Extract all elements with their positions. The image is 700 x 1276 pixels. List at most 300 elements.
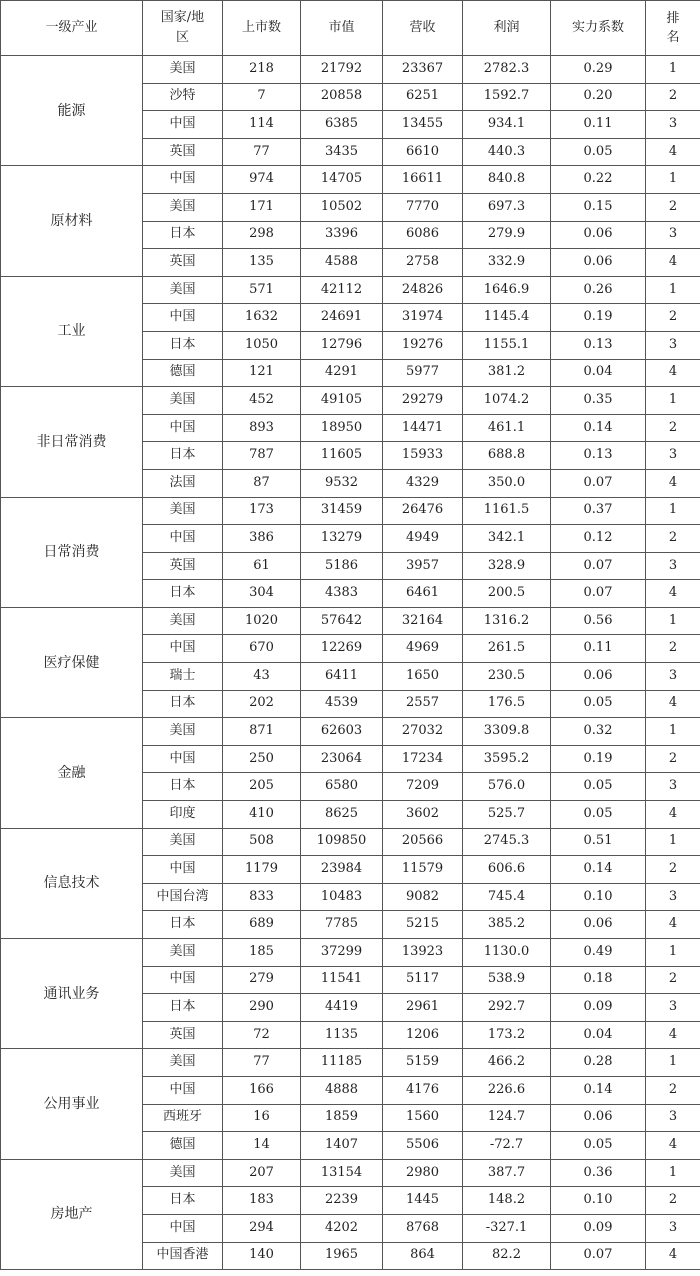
profit-cell: 3595.2 [463, 745, 551, 773]
strength-coef-cell: 0.19 [551, 304, 646, 332]
revenue-cell: 13455 [383, 111, 463, 139]
profit-cell: 292.7 [463, 994, 551, 1022]
rank-cell: 2 [646, 525, 700, 553]
profit-cell: 1592.7 [463, 83, 551, 111]
region-cell: 中国 [143, 304, 223, 332]
header-rank-line1: 排 [666, 10, 680, 26]
listed-cell: 166 [223, 1076, 301, 1104]
region-cell: 日本 [143, 911, 223, 939]
rank-cell: 1 [646, 828, 700, 856]
profit-cell: 1130.0 [463, 939, 551, 967]
revenue-cell: 29279 [383, 387, 463, 415]
rank-cell: 4 [646, 911, 700, 939]
header-rank-line2: 名 [666, 30, 680, 45]
listed-cell: 114 [223, 111, 301, 139]
market-cap-cell: 49105 [301, 387, 383, 415]
region-cell: 德国 [143, 1132, 223, 1160]
listed-cell: 298 [223, 221, 301, 249]
profit-cell: 840.8 [463, 166, 551, 194]
profit-cell: 82.2 [463, 1242, 551, 1270]
revenue-cell: 1445 [383, 1187, 463, 1215]
listed-cell: 14 [223, 1132, 301, 1160]
market-cap-cell: 4419 [301, 994, 383, 1022]
profit-cell: 261.5 [463, 635, 551, 663]
profit-cell: 697.3 [463, 193, 551, 221]
listed-cell: 72 [223, 1021, 301, 1049]
table-row [1, 939, 700, 967]
strength-coef-cell: 0.07 [551, 552, 646, 580]
profit-cell: 1646.9 [463, 276, 551, 304]
profit-cell: 342.1 [463, 525, 551, 553]
listed-cell: 290 [223, 994, 301, 1022]
rank-cell: 1 [646, 166, 700, 194]
market-cap-cell: 24691 [301, 304, 383, 332]
header-listed: 上市数 [223, 1, 301, 56]
rank-cell: 2 [646, 304, 700, 332]
strength-coef-cell: 0.28 [551, 1049, 646, 1077]
market-cap-cell: 4888 [301, 1076, 383, 1104]
market-cap-cell: 31459 [301, 497, 383, 525]
industry-cell: 非日常消费 [1, 387, 143, 497]
profit-cell: 1316.2 [463, 607, 551, 635]
revenue-cell: 5159 [383, 1049, 463, 1077]
region-cell: 沙特 [143, 83, 223, 111]
region-cell: 中国台湾 [143, 883, 223, 911]
region-cell: 美国 [143, 56, 223, 84]
strength-coef-cell: 0.14 [551, 856, 646, 884]
region-cell: 中国香港 [143, 1242, 223, 1270]
profit-cell: 1155.1 [463, 331, 551, 359]
rank-cell: 2 [646, 745, 700, 773]
revenue-cell: 3957 [383, 552, 463, 580]
market-cap-cell: 1859 [301, 1104, 383, 1132]
rank-cell: 3 [646, 1104, 700, 1132]
industry-cell: 能源 [1, 56, 143, 166]
revenue-cell: 5506 [383, 1132, 463, 1160]
strength-coef-cell: 0.07 [551, 469, 646, 497]
listed-cell: 43 [223, 663, 301, 691]
rank-cell: 3 [646, 1214, 700, 1242]
profit-cell: 440.3 [463, 138, 551, 166]
rank-cell: 2 [646, 193, 700, 221]
listed-cell: 171 [223, 193, 301, 221]
strength-coef-cell: 0.05 [551, 801, 646, 829]
strength-coef-cell: 0.11 [551, 111, 646, 139]
strength-coef-cell: 0.12 [551, 525, 646, 553]
profit-cell: 1074.2 [463, 387, 551, 415]
rank-cell: 1 [646, 607, 700, 635]
header-region [143, 1, 223, 56]
rank-cell: 2 [646, 966, 700, 994]
revenue-cell: 864 [383, 1242, 463, 1270]
listed-cell: 508 [223, 828, 301, 856]
market-cap-cell: 109850 [301, 828, 383, 856]
listed-cell: 87 [223, 469, 301, 497]
region-cell: 法国 [143, 469, 223, 497]
table-row [1, 387, 700, 415]
region-cell: 中国 [143, 525, 223, 553]
listed-cell: 1179 [223, 856, 301, 884]
market-cap-cell: 62603 [301, 718, 383, 746]
profit-cell: 745.4 [463, 883, 551, 911]
strength-coef-cell: 0.18 [551, 966, 646, 994]
rank-cell: 2 [646, 1076, 700, 1104]
listed-cell: 207 [223, 1159, 301, 1187]
strength-coef-cell: 0.29 [551, 56, 646, 84]
revenue-cell: 9082 [383, 883, 463, 911]
revenue-cell: 4329 [383, 469, 463, 497]
profit-cell: 934.1 [463, 111, 551, 139]
table-row [1, 497, 700, 525]
profit-cell: 576.0 [463, 773, 551, 801]
rank-cell: 1 [646, 718, 700, 746]
profit-cell: -327.1 [463, 1214, 551, 1242]
rank-cell: 2 [646, 856, 700, 884]
revenue-cell: 11579 [383, 856, 463, 884]
strength-coef-cell: 0.32 [551, 718, 646, 746]
revenue-cell: 8768 [383, 1214, 463, 1242]
region-cell: 瑞士 [143, 663, 223, 691]
table-row [1, 828, 700, 856]
revenue-cell: 23367 [383, 56, 463, 84]
region-cell: 美国 [143, 387, 223, 415]
market-cap-cell: 18950 [301, 414, 383, 442]
market-cap-cell: 21792 [301, 56, 383, 84]
header-revenue: 营收 [383, 1, 463, 56]
listed-cell: 173 [223, 497, 301, 525]
revenue-cell: 4176 [383, 1076, 463, 1104]
region-cell: 中国 [143, 414, 223, 442]
market-cap-cell: 42112 [301, 276, 383, 304]
rank-cell: 3 [646, 663, 700, 691]
profit-cell: 2745.3 [463, 828, 551, 856]
listed-cell: 787 [223, 442, 301, 470]
header-profit: 利润 [463, 1, 551, 56]
profit-cell: 525.7 [463, 801, 551, 829]
industry-cell: 原材料 [1, 166, 143, 276]
listed-cell: 185 [223, 939, 301, 967]
market-cap-cell: 37299 [301, 939, 383, 967]
region-cell: 日本 [143, 773, 223, 801]
revenue-cell: 1206 [383, 1021, 463, 1049]
rank-cell: 4 [646, 249, 700, 277]
listed-cell: 386 [223, 525, 301, 553]
region-cell: 中国 [143, 745, 223, 773]
listed-cell: 1050 [223, 331, 301, 359]
strength-coef-cell: 0.09 [551, 994, 646, 1022]
rank-cell: 1 [646, 1159, 700, 1187]
rank-cell: 1 [646, 276, 700, 304]
listed-cell: 250 [223, 745, 301, 773]
listed-cell: 893 [223, 414, 301, 442]
strength-coef-cell: 0.13 [551, 331, 646, 359]
market-cap-cell: 57642 [301, 607, 383, 635]
region-cell: 中国 [143, 966, 223, 994]
rank-cell: 4 [646, 359, 700, 387]
table-row [1, 1159, 700, 1187]
listed-cell: 833 [223, 883, 301, 911]
listed-cell: 304 [223, 580, 301, 608]
revenue-cell: 2758 [383, 249, 463, 277]
table-row [1, 718, 700, 746]
market-cap-cell: 2239 [301, 1187, 383, 1215]
strength-coef-cell: 0.26 [551, 276, 646, 304]
rank-cell: 3 [646, 773, 700, 801]
rank-cell: 4 [646, 1242, 700, 1270]
region-cell: 日本 [143, 1187, 223, 1215]
industry-cell: 日常消费 [1, 497, 143, 607]
listed-cell: 1632 [223, 304, 301, 332]
region-cell: 美国 [143, 497, 223, 525]
rank-cell: 1 [646, 387, 700, 415]
rank-cell: 2 [646, 414, 700, 442]
region-cell: 美国 [143, 718, 223, 746]
strength-coef-cell: 0.05 [551, 773, 646, 801]
revenue-cell: 5215 [383, 911, 463, 939]
strength-coef-cell: 0.06 [551, 663, 646, 691]
profit-cell: 1145.4 [463, 304, 551, 332]
region-cell: 英国 [143, 1021, 223, 1049]
strength-coef-cell: 0.07 [551, 580, 646, 608]
rank-cell: 3 [646, 331, 700, 359]
region-cell: 美国 [143, 1049, 223, 1077]
strength-coef-cell: 0.35 [551, 387, 646, 415]
market-cap-cell: 3435 [301, 138, 383, 166]
market-cap-cell: 11605 [301, 442, 383, 470]
listed-cell: 77 [223, 1049, 301, 1077]
market-cap-cell: 10483 [301, 883, 383, 911]
strength-coef-cell: 0.04 [551, 1021, 646, 1049]
strength-coef-cell: 0.07 [551, 1242, 646, 1270]
region-cell: 日本 [143, 994, 223, 1022]
listed-cell: 670 [223, 635, 301, 663]
header-strength-coef: 实力系数 [551, 1, 646, 56]
listed-cell: 135 [223, 249, 301, 277]
market-cap-cell: 10502 [301, 193, 383, 221]
strength-coef-cell: 0.05 [551, 138, 646, 166]
header-region-line2: 区 [175, 30, 189, 45]
listed-cell: 121 [223, 359, 301, 387]
rank-cell: 4 [646, 690, 700, 718]
market-cap-cell: 4383 [301, 580, 383, 608]
table-body [1, 56, 700, 1270]
rank-cell: 4 [646, 580, 700, 608]
region-cell: 美国 [143, 276, 223, 304]
revenue-cell: 13923 [383, 939, 463, 967]
profit-cell: 1161.5 [463, 497, 551, 525]
header-region-line1: 国家/地 [160, 9, 205, 25]
strength-coef-cell: 0.15 [551, 193, 646, 221]
revenue-cell: 3602 [383, 801, 463, 829]
region-cell: 中国 [143, 111, 223, 139]
listed-cell: 77 [223, 138, 301, 166]
market-cap-cell: 14705 [301, 166, 383, 194]
rank-cell: 3 [646, 883, 700, 911]
region-cell: 日本 [143, 580, 223, 608]
listed-cell: 689 [223, 911, 301, 939]
listed-cell: 1020 [223, 607, 301, 635]
revenue-cell: 5117 [383, 966, 463, 994]
table-row [1, 1049, 700, 1077]
profit-cell: 538.9 [463, 966, 551, 994]
industry-cell: 通讯业务 [1, 939, 143, 1049]
industry-cell: 房地产 [1, 1159, 143, 1269]
region-cell: 德国 [143, 359, 223, 387]
rank-cell: 1 [646, 1049, 700, 1077]
table-header-row [1, 1, 700, 56]
listed-cell: 202 [223, 690, 301, 718]
profit-cell: 2782.3 [463, 56, 551, 84]
rank-cell: 3 [646, 552, 700, 580]
revenue-cell: 7770 [383, 193, 463, 221]
market-cap-cell: 4588 [301, 249, 383, 277]
rank-cell: 3 [646, 994, 700, 1022]
region-cell: 日本 [143, 690, 223, 718]
strength-coef-cell: 0.09 [551, 1214, 646, 1242]
region-cell: 美国 [143, 193, 223, 221]
profit-cell: 200.5 [463, 580, 551, 608]
strength-coef-cell: 0.37 [551, 497, 646, 525]
strength-coef-cell: 0.05 [551, 690, 646, 718]
listed-cell: 294 [223, 1214, 301, 1242]
rank-cell: 4 [646, 138, 700, 166]
revenue-cell: 31974 [383, 304, 463, 332]
strength-coef-cell: 0.49 [551, 939, 646, 967]
listed-cell: 410 [223, 801, 301, 829]
profit-cell: 332.9 [463, 249, 551, 277]
profit-cell: 148.2 [463, 1187, 551, 1215]
revenue-cell: 6251 [383, 83, 463, 111]
market-cap-cell: 6580 [301, 773, 383, 801]
region-cell: 美国 [143, 828, 223, 856]
listed-cell: 140 [223, 1242, 301, 1270]
region-cell: 印度 [143, 801, 223, 829]
revenue-cell: 6086 [383, 221, 463, 249]
strength-coef-cell: 0.56 [551, 607, 646, 635]
market-cap-cell: 1407 [301, 1132, 383, 1160]
listed-cell: 61 [223, 552, 301, 580]
revenue-cell: 2557 [383, 690, 463, 718]
header-rank [646, 1, 700, 56]
market-cap-cell: 13154 [301, 1159, 383, 1187]
revenue-cell: 17234 [383, 745, 463, 773]
table-row [1, 276, 700, 304]
market-cap-cell: 4291 [301, 359, 383, 387]
listed-cell: 7 [223, 83, 301, 111]
strength-coef-cell: 0.36 [551, 1159, 646, 1187]
market-cap-cell: 7785 [301, 911, 383, 939]
region-cell: 美国 [143, 1159, 223, 1187]
revenue-cell: 4969 [383, 635, 463, 663]
listed-cell: 571 [223, 276, 301, 304]
market-cap-cell: 6411 [301, 663, 383, 691]
revenue-cell: 7209 [383, 773, 463, 801]
rank-cell: 3 [646, 111, 700, 139]
market-cap-cell: 4539 [301, 690, 383, 718]
revenue-cell: 20566 [383, 828, 463, 856]
region-cell: 日本 [143, 221, 223, 249]
rank-cell: 2 [646, 635, 700, 663]
region-cell: 英国 [143, 249, 223, 277]
revenue-cell: 26476 [383, 497, 463, 525]
listed-cell: 218 [223, 56, 301, 84]
market-cap-cell: 11541 [301, 966, 383, 994]
market-cap-cell: 11185 [301, 1049, 383, 1077]
strength-coef-cell: 0.14 [551, 414, 646, 442]
industry-cell: 金融 [1, 718, 143, 828]
rank-cell: 2 [646, 1187, 700, 1215]
industry-cell: 公用事业 [1, 1049, 143, 1159]
region-cell: 美国 [143, 607, 223, 635]
revenue-cell: 6610 [383, 138, 463, 166]
rank-cell: 1 [646, 497, 700, 525]
strength-coef-cell: 0.06 [551, 249, 646, 277]
market-cap-cell: 1135 [301, 1021, 383, 1049]
revenue-cell: 19276 [383, 331, 463, 359]
strength-coef-cell: 0.04 [551, 359, 646, 387]
profit-cell: 279.9 [463, 221, 551, 249]
region-cell: 中国 [143, 856, 223, 884]
strength-coef-cell: 0.20 [551, 83, 646, 111]
strength-coef-cell: 0.14 [551, 1076, 646, 1104]
profit-cell: 328.9 [463, 552, 551, 580]
region-cell: 日本 [143, 331, 223, 359]
market-cap-cell: 12796 [301, 331, 383, 359]
rank-cell: 3 [646, 442, 700, 470]
market-cap-cell: 4202 [301, 1214, 383, 1242]
region-cell: 美国 [143, 939, 223, 967]
market-cap-cell: 3396 [301, 221, 383, 249]
region-cell: 中国 [143, 1076, 223, 1104]
listed-cell: 205 [223, 773, 301, 801]
rank-cell: 1 [646, 56, 700, 84]
table-row [1, 607, 700, 635]
profit-cell: 3309.8 [463, 718, 551, 746]
rank-cell: 1 [646, 939, 700, 967]
revenue-cell: 27032 [383, 718, 463, 746]
profit-cell: 124.7 [463, 1104, 551, 1132]
region-cell: 中国 [143, 1214, 223, 1242]
region-cell: 英国 [143, 138, 223, 166]
revenue-cell: 1560 [383, 1104, 463, 1132]
strength-coef-cell: 0.51 [551, 828, 646, 856]
listed-cell: 974 [223, 166, 301, 194]
rank-cell: 4 [646, 1021, 700, 1049]
market-cap-cell: 5186 [301, 552, 383, 580]
profit-cell: 381.2 [463, 359, 551, 387]
market-cap-cell: 9532 [301, 469, 383, 497]
rank-cell: 3 [646, 221, 700, 249]
listed-cell: 452 [223, 387, 301, 415]
revenue-cell: 15933 [383, 442, 463, 470]
profit-cell: 466.2 [463, 1049, 551, 1077]
market-cap-cell: 23064 [301, 745, 383, 773]
profit-cell: 461.1 [463, 414, 551, 442]
profit-cell: 350.0 [463, 469, 551, 497]
header-market-cap: 市值 [301, 1, 383, 56]
region-cell: 日本 [143, 442, 223, 470]
profit-cell: 176.5 [463, 690, 551, 718]
region-cell: 英国 [143, 552, 223, 580]
revenue-cell: 5977 [383, 359, 463, 387]
listed-cell: 183 [223, 1187, 301, 1215]
revenue-cell: 16611 [383, 166, 463, 194]
industry-cell: 工业 [1, 276, 143, 386]
listed-cell: 871 [223, 718, 301, 746]
revenue-cell: 1650 [383, 663, 463, 691]
revenue-cell: 24826 [383, 276, 463, 304]
strength-coef-cell: 0.11 [551, 635, 646, 663]
